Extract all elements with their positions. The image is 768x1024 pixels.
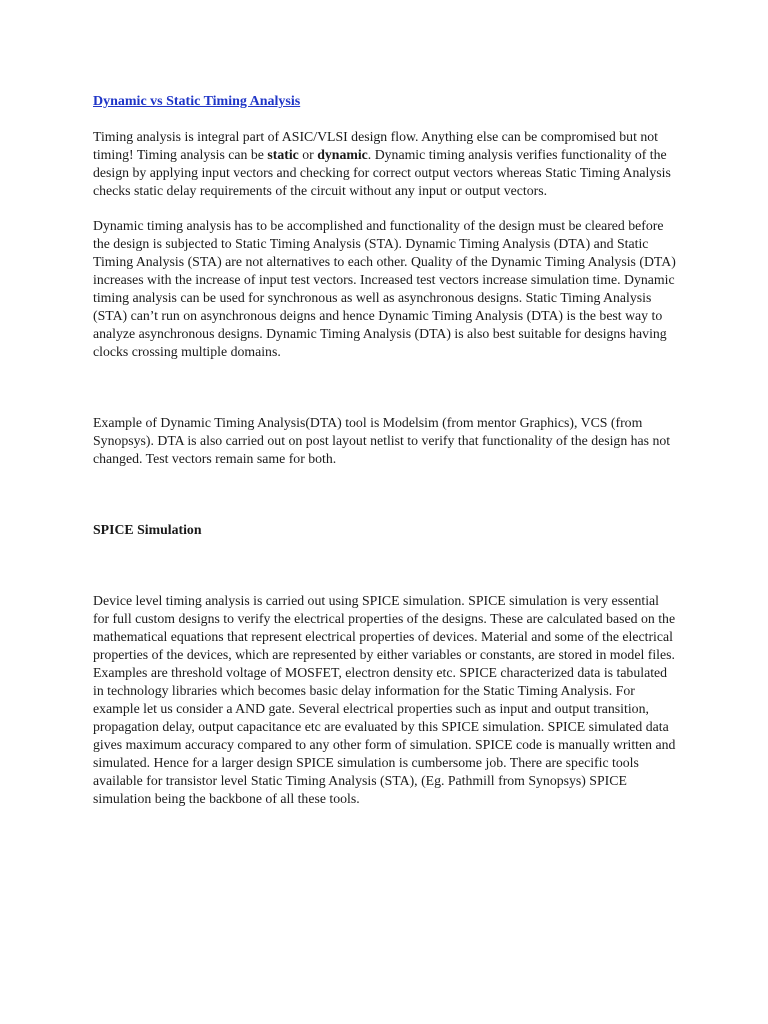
section-heading-spice: SPICE Simulation — [93, 522, 202, 537]
paragraph-spice: Device level timing analysis is carried out using SPICE simulation. SPICE simulation is very essential for full custom designs to verify the electrical properties of the designs. These are calculated based on the mathematical equations that represent electrical properties of devices. Material and some of the electrical properties of the devices, which are represented by either variables or constants, are stored in model files. Examples are threshold voltage of MOSFET, electron density etc. SPICE characterized data is tabulated in technology libraries which becomes basic delay information for the Static Timing Analysis. For example let us consider a AND gate. Several electrical properties such as input and output transition, propagation delay, output capacitance etc are evaluated by this SPICE simulation. SPICE simulated data gives maximum accuracy compared to any other form of simulation. SPICE code is manually written and simulated. Hence for a larger design SPICE simulation is cumbersome job. There are specific tools available for transistor level Static Timing Analysis (STA), (Eg. Pathmill from Synopsys) SPICE simulation being the backbone of all these tools. — [93, 593, 676, 806]
document-title-link[interactable]: Dynamic vs Static Timing Analysis — [93, 94, 301, 109]
dynamic-keyword: dynamic — [317, 147, 368, 162]
document-page — [93, 93, 678, 808]
paragraph-dta-details: Dynamic timing analysis has to be accomplished and functionality of the design must be cleared before the design is subjected to Static Timing Analysis (STA). Dynamic Timing Analysis (DTA) and Static Timing Analysis (STA) are not alternatives to each other. Quality of the Dynamic Timing Analysis (DTA) increases with the increase of input test vectors. Increased test vectors increase simulation time. Dynamic timing analysis can be used for synchronous as well as asynchronous designs. Static Timing Analysis (STA) can’t run on asynchronous deigns and hence Dynamic Timing Analysis (DTA) is the best way to analyze asynchronous designs. Dynamic Timing Analysis (DTA) is also best suitable for designs having clocks crossing multiple domains. — [93, 218, 676, 359]
paragraph-intro-text-b: . Dynamic timing analysis verifies functionality of the design by applying input vectors and checking for correct output vectors whereas Static Timing Analysis checks static delay requirements of the circuit without any input or output vectors. — [93, 147, 671, 198]
static-keyword: static — [267, 147, 299, 162]
paragraph-intro — [93, 128, 678, 200]
paragraph-intro-text-a: Timing analysis is integral part of ASIC/VLSI design flow. Anything else can be compromised but not timing! Timing analysis can be — [93, 129, 658, 162]
or-connector: or — [298, 147, 318, 162]
paragraph-dta-tools: Example of Dynamic Timing Analysis(DTA) tool is Modelsim (from mentor Graphics), VCS (from Synopsys). DTA is also carried out on post layout netlist to verify that functionality of the design has not changed. Test vectors remain same for both. — [93, 415, 671, 466]
